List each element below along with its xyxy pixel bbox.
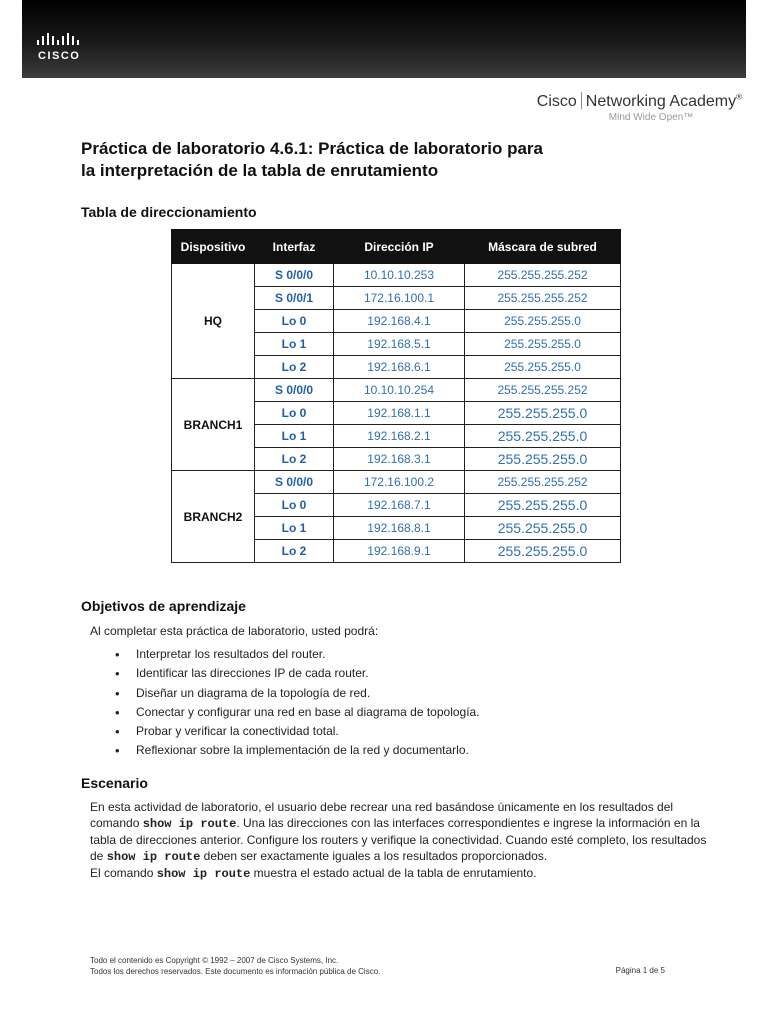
title-line-1: Práctica de laboratorio 4.6.1: Práctica de laboratorio para [81, 139, 544, 158]
academy-brand [537, 92, 742, 123]
mask-cell: 255.255.255.0 [465, 517, 621, 540]
footer-rights: Todos los derechos reservados. Este documento es información pública de Cisco. [90, 967, 381, 976]
interface-cell: S 0/0/0 [255, 471, 334, 494]
objectives-list [115, 645, 480, 761]
academy-tagline: Mind Wide Open™ [608, 112, 694, 123]
addressing-table-heading: Tabla de direccionamiento [81, 204, 257, 220]
table-row [172, 471, 621, 494]
mask-cell: 255.255.255.252 [465, 379, 621, 402]
list-item: • Diseñar un diagrama de la topología de red. [115, 684, 480, 703]
scenario-text-4: El comando [90, 866, 157, 880]
mask-cell: 255.255.255.0 [465, 494, 621, 517]
ip-cell: 192.168.3.1 [334, 448, 465, 471]
interface-cell: S 0/0/0 [255, 379, 334, 402]
mask-cell: 255.255.255.0 [465, 333, 621, 356]
command-show-ip-route: show ip route [106, 850, 201, 864]
mask-cell: 255.255.255.0 [465, 425, 621, 448]
list-item: • Probar y verificar la conectividad total. [115, 722, 480, 741]
command-show-ip-route: show ip route [142, 817, 237, 831]
footer [90, 955, 380, 977]
mask-cell: 255.255.255.0 [465, 310, 621, 333]
ip-cell: 192.168.6.1 [334, 356, 465, 379]
column-header: Dirección IP [334, 230, 465, 264]
column-header: Máscara de subred [465, 230, 621, 264]
ip-cell: 192.168.1.1 [334, 402, 465, 425]
list-item: • Interpretar los resultados del router. [115, 645, 480, 664]
list-item: • Reflexionar sobre la implementación de la red y documentarlo. [115, 741, 480, 760]
interface-cell: Lo 2 [255, 356, 334, 379]
footer-copyright: Todo el contenido es Copyright © 1992 – 2007 de Cisco Systems, Inc. [90, 956, 339, 965]
header-banner [22, 0, 746, 78]
mask-cell: 255.255.255.0 [465, 402, 621, 425]
ip-cell: 10.10.10.253 [334, 264, 465, 287]
title-line-2: la interpretación de la tabla de enrutamiento [81, 161, 439, 180]
cisco-logo-text: CISCO [38, 50, 81, 62]
interface-cell: Lo 0 [255, 402, 334, 425]
ip-cell: 172.16.100.1 [334, 287, 465, 310]
interface-cell: Lo 1 [255, 425, 334, 448]
ip-cell: 172.16.100.2 [334, 471, 465, 494]
ip-cell: 192.168.7.1 [334, 494, 465, 517]
interface-cell: Lo 1 [255, 333, 334, 356]
ip-cell: 192.168.2.1 [334, 425, 465, 448]
ip-cell: 192.168.9.1 [334, 540, 465, 563]
scenario-text [90, 799, 710, 882]
mask-cell: 255.255.255.0 [465, 448, 621, 471]
ip-cell: 192.168.5.1 [334, 333, 465, 356]
interface-cell: S 0/0/0 [255, 264, 334, 287]
table-header-row [172, 230, 621, 264]
column-header: Interfaz [255, 230, 334, 264]
interface-cell: Lo 2 [255, 448, 334, 471]
scenario-text-2: . Una las direcciones con las interfaces correspondientes e ingrese la información en la tabla de direcciones anterior. Configure los routers y verifique la conectividad. Cuando esté completo, los resultados de [90, 816, 707, 863]
column-header: Dispositivo [172, 230, 255, 264]
page-number: Página 1 de 5 [615, 966, 665, 975]
registered-mark: ® [736, 92, 742, 102]
table-row [172, 379, 621, 402]
objectives-heading: Objetivos de aprendizaje [81, 598, 246, 614]
device-cell: BRANCH1 [172, 379, 255, 471]
mask-cell: 255.255.255.0 [465, 356, 621, 379]
cisco-bars-icon [36, 32, 86, 46]
page-title [81, 138, 601, 182]
academy-cisco-text: Cisco [536, 93, 577, 110]
mask-cell: 255.255.255.252 [465, 264, 621, 287]
list-item: • Conectar y configurar una red en base al diagrama de topología. [115, 703, 480, 722]
mask-cell: 255.255.255.252 [465, 287, 621, 310]
addressing-table [171, 229, 621, 563]
interface-cell: S 0/0/1 [255, 287, 334, 310]
ip-cell: 192.168.8.1 [334, 517, 465, 540]
interface-cell: Lo 0 [255, 310, 334, 333]
device-cell: HQ [172, 264, 255, 379]
table-row [172, 264, 621, 287]
interface-cell: Lo 1 [255, 517, 334, 540]
cisco-logo [36, 32, 96, 72]
ip-cell: 192.168.4.1 [334, 310, 465, 333]
scenario-text-1: En esta actividad de laboratorio, el usuario debe recrear una red basándose únicamente en los resultados del comando [90, 800, 674, 830]
scenario-text-3: deben ser exactamente iguales a los resultados proporcionados. [200, 849, 548, 863]
scenario-text-5: muestra el estado actual de la tabla de enrutamiento. [250, 866, 537, 880]
mask-cell: 255.255.255.252 [465, 471, 621, 494]
list-item: • Identificar las direcciones IP de cada router. [115, 664, 480, 683]
interface-cell: Lo 2 [255, 540, 334, 563]
academy-name-text: Networking Academy [585, 93, 737, 110]
interface-cell: Lo 0 [255, 494, 334, 517]
scenario-heading: Escenario [81, 775, 148, 791]
ip-cell: 10.10.10.254 [334, 379, 465, 402]
command-show-ip-route: show ip route [156, 867, 251, 881]
device-cell: BRANCH2 [172, 471, 255, 563]
objectives-intro: Al completar esta práctica de laboratorio, usted podrá: [90, 624, 379, 638]
mask-cell: 255.255.255.0 [465, 540, 621, 563]
